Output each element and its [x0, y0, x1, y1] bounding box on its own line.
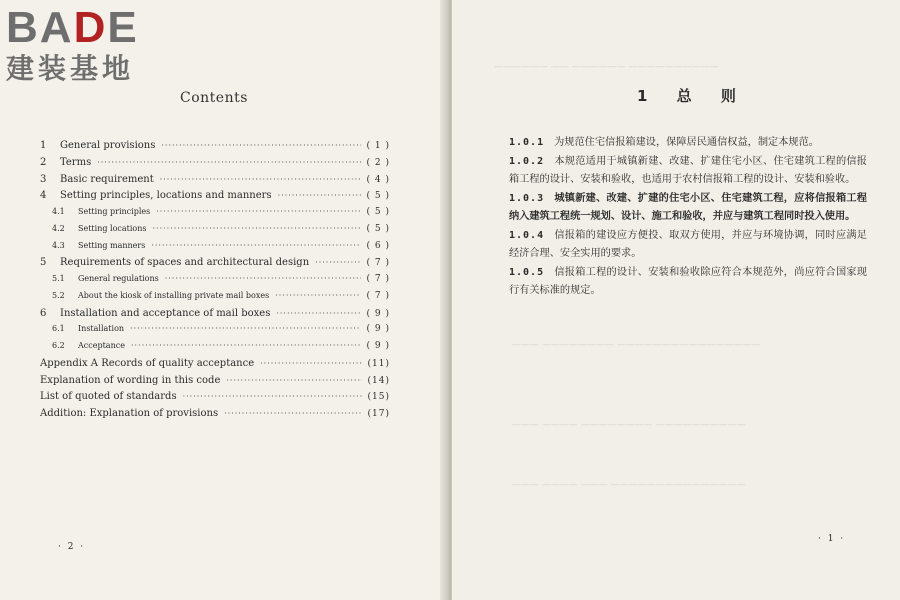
- toc-leader-dots: [315, 258, 360, 267]
- toc-entry-number: 5.1: [52, 274, 65, 283]
- clause-text: 信报箱的建设应方便投、取双方使用，并应与环境协调，同时应满足经济合理、安全实用的要求。: [509, 229, 867, 259]
- toc-leader-dots: [275, 291, 360, 300]
- toc-entry-number: 4: [40, 190, 47, 202]
- toc-entry-page: (14): [367, 375, 390, 386]
- left-page-number: · 2 ·: [58, 542, 86, 552]
- left-page: [0, 0, 448, 600]
- clause-paragraph: [509, 153, 867, 190]
- toc-entry-page: ( 7 ): [366, 274, 390, 284]
- bleed-through-text: ——— ———— ———————— ——————————: [512, 420, 746, 430]
- clause-paragraph: [509, 190, 867, 227]
- toc-entry-number: 6.1: [52, 324, 65, 334]
- toc-entry-label: Appendix A Records of quality acceptance: [40, 357, 255, 369]
- toc-entry-label: About the kiosk of installing private mail boxes: [78, 290, 270, 300]
- clause-text: 城镇新建、改建、扩建的住宅小区、住宅建筑工程，应将信报箱工程纳入建筑工程统一规划、设计、施工和验收，并应与建筑工程同时投入使用。: [509, 192, 867, 222]
- toc-entry-number: 5: [40, 257, 47, 269]
- clause-paragraph: [509, 134, 867, 153]
- toc-entry-number: 4.3: [52, 240, 65, 250]
- toc-entry-label: Setting manners: [78, 240, 146, 250]
- toc-entry: [40, 341, 390, 358]
- toc-entry-number: 1: [40, 140, 47, 151]
- contents-title: Contents: [180, 90, 248, 106]
- logo-chinese-text: 建装基地: [6, 52, 135, 85]
- toc-leader-dots: [161, 141, 360, 150]
- toc-entry-page: ( 9 ): [366, 341, 390, 351]
- toc-entry-label: List of quoted of standards: [40, 391, 177, 403]
- toc-entry: [40, 257, 390, 274]
- clause-number: 1.0.4: [509, 229, 545, 241]
- toc-entry-label: Setting principles, locations and manners: [60, 190, 272, 202]
- table-of-contents: [40, 140, 390, 425]
- toc-leader-dots: [165, 274, 361, 283]
- toc-leader-dots: [224, 409, 361, 418]
- toc-entry-label: Terms: [60, 156, 92, 168]
- toc-leader-dots: [97, 158, 360, 167]
- toc-entry: [40, 174, 390, 191]
- clause-number: 1.0.3: [509, 192, 545, 204]
- toc-entry: [40, 308, 390, 325]
- toc-entry-page: ( 1 ): [366, 141, 390, 151]
- toc-leader-dots: [153, 224, 361, 233]
- toc-entry-label: Installation: [78, 324, 125, 334]
- toc-entry-page: ( 7 ): [366, 290, 390, 301]
- toc-entry-number: 2: [40, 156, 47, 168]
- toc-entry-page: ( 5 ): [366, 223, 390, 234]
- chapter-title: 1 总 则: [637, 87, 748, 105]
- toc-leader-dots: [130, 324, 360, 333]
- logo-wordmark: BADE: [6, 3, 139, 52]
- toc-entry: [40, 324, 390, 341]
- toc-entry: [40, 375, 390, 392]
- toc-entry: [40, 291, 390, 308]
- clause-paragraph: [509, 264, 867, 301]
- bleed-through-text: ——— ———— ——— ———————————————: [512, 480, 746, 490]
- bleed-through-text: ——— ———————— ————————————————: [512, 340, 761, 350]
- toc-leader-dots: [276, 309, 360, 318]
- toc-entry-number: 4.1: [52, 207, 65, 216]
- clause-number: 1.0.2: [509, 155, 545, 167]
- toc-entry: [40, 274, 390, 291]
- toc-entry-page: ( 5 ): [366, 191, 390, 202]
- clause-text: 信报箱工程的设计、安装和验收除应符合本规范外，尚应符合国家现行有关标准的规定。: [509, 266, 867, 296]
- toc-leader-dots: [260, 359, 361, 368]
- clause-text: 本规范适用于城镇新建、改建、扩建住宅小区、住宅建筑工程的信报箱工程的设计、安装和验收，也适用于农村信报箱工程的设计、安装和验收。: [509, 155, 867, 185]
- toc-entry-page: ( 9 ): [366, 308, 390, 319]
- toc-leader-dots: [183, 392, 362, 401]
- clause-paragraph: [509, 227, 867, 264]
- toc-leader-dots: [278, 191, 361, 200]
- toc-entry: [40, 190, 390, 207]
- clause-text: 为规范住宅信报箱建设，保障居民通信权益，制定本规范。: [554, 137, 819, 148]
- toc-entry: [40, 358, 390, 375]
- toc-entry-number: 5.2: [52, 290, 65, 300]
- toc-entry-label: Basic requirement: [60, 173, 154, 185]
- toc-entry-page: ( 7 ): [366, 258, 390, 269]
- toc-entry: [40, 207, 390, 224]
- clause-number: 1.0.1: [509, 137, 545, 148]
- toc-entry-page: ( 5 ): [366, 207, 390, 217]
- toc-entry-page: (15): [367, 392, 390, 403]
- toc-entry-number: 4.2: [52, 223, 65, 233]
- clause-list: [509, 134, 867, 301]
- toc-entry-number: 6.2: [52, 341, 65, 350]
- toc-entry-label: Setting principles: [78, 207, 151, 216]
- toc-entry: [40, 224, 390, 241]
- toc-entry-label: General provisions: [60, 140, 156, 151]
- toc-leader-dots: [160, 175, 361, 184]
- toc-entry: [40, 241, 390, 258]
- toc-entry-label: Addition: Explanation of provisions: [40, 408, 219, 419]
- toc-entry-label: General regulations: [78, 274, 159, 283]
- toc-entry-page: (17): [367, 409, 390, 419]
- toc-leader-dots: [151, 241, 360, 250]
- toc-entry-label: Requirements of spaces and architectural design: [60, 257, 310, 269]
- toc-entry-page: ( 9 ): [366, 324, 390, 335]
- toc-entry-number: 6: [40, 307, 47, 319]
- toc-entry-number: 3: [40, 173, 47, 185]
- toc-entry-page: ( 2 ): [366, 157, 390, 168]
- toc-entry-label: Setting locations: [78, 223, 147, 233]
- toc-entry: [40, 391, 390, 408]
- toc-entry-label: Acceptance: [78, 341, 125, 350]
- toc-entry: [40, 140, 390, 157]
- toc-leader-dots: [131, 341, 361, 350]
- toc-leader-dots: [226, 376, 361, 385]
- toc-entry-page: ( 4 ): [366, 174, 390, 185]
- toc-entry-label: Installation and acceptance of mail boxes: [60, 307, 271, 319]
- toc-entry-page: ( 6 ): [366, 240, 390, 251]
- toc-leader-dots: [156, 207, 360, 216]
- toc-entry: [40, 157, 390, 174]
- clause-number: 1.0.5: [509, 266, 545, 278]
- right-page-number: · 1 ·: [818, 534, 846, 544]
- bleed-through-text: —————— —— —————— ——————————: [494, 62, 719, 72]
- toc-entry-page: (11): [367, 358, 390, 369]
- bade-logo: [6, 3, 139, 86]
- toc-entry-label: Explanation of wording in this code: [40, 374, 221, 386]
- toc-entry: [40, 408, 390, 425]
